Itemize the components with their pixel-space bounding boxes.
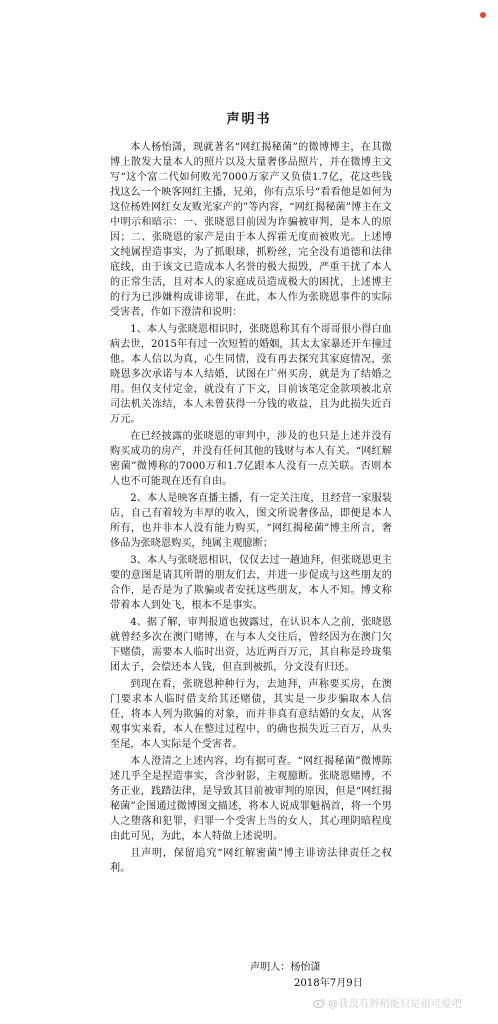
paragraph-point-4: 4、据了解，审判报道也披露过，在认识本人之前，张晓恩就曾经多次在澳门赌博，在与本人交往后，曾经因为在澳门欠下赌债，需要本人临时出资，达近两百万元，其自称是玲珑集团太子，会偿还本人钱，但直到被抓，分文没有归还。: [110, 617, 392, 673]
paragraph-summary: 到现在看，张晓恩种种行为，去迪拜，声称要买房，在澳门要求本人临时借支给其还赌债，其实是一步步骗取本人信任，将本人列为欺骗的对象，而并非真有意结婚的女友，从客观事实来看，本人在整过过程中，的确也损失近三百万，从头至尾，本人实际是个受害者。: [110, 679, 392, 750]
paragraph-point-1-cont: 在已经披露的张晓恩的审判中，涉及的也只是上述并没有购买成功的房产，并没有任何其他的钱财与本人有关。“网红解密菌”微博称的7000万和1.7亿跟本人没有一点关联。否则本人也不可能现在还有自由。: [110, 431, 392, 487]
paragraph-reservation: 且声明，保留追究“网红解密菌”博主诽谤法律责任之权利。: [110, 848, 392, 874]
paragraph-point-1: 1、本人与张晓恩相识时，张晓恩称其有个哥哥很小得白血病去世，2015年有过一次短暂的婚姻，其太太家暴还开车撞过他。本人信以为真，心生同情，没有再去探究其家庭情况，张晓恩多次承诺与本人结婚，试图在广州买房，就是为了结婚之用。但仅支付定金，就没有了下文，目前该笔定金款项被北京司法机关冻结，本人未曾获得一分钱的收益，且为此损失近百万元。: [110, 324, 392, 425]
watermark: [313, 995, 462, 1010]
paragraph-clarification: 本人澄清之上述内容，均有据可查。“网红揭秘菌”微博陈述几乎全是捏造事实，含沙射影，主观臆断。张晓恩赌博，不务正业，践踏法律，是导致其目前被审判的原因，但是“网红揭秘菌”企图通过微博图文描述，将本人说成罪魁祸首，将一个男人之堕落和犯罪，归罪一个受害上当的女人，其心理阴暗程度由此可见，为此，本人特做上述说明。: [110, 756, 392, 842]
paragraph-point-3: 3、本人与张晓恩相识，仅仅去过一趟迪拜，但张晓恩更主要的意图是请其所谓的朋友们去，并进一步促成与这些朋友的合作，是否是为了欺骗或者安抚这些朋友，本人不知。博文称带着本人到处飞，根本不是事实。: [110, 555, 392, 611]
statement-body: [110, 140, 392, 878]
signature-block: [250, 960, 410, 992]
weibo-icon: [313, 998, 325, 1008]
signature-date: 2018年7月9日: [294, 978, 363, 989]
paragraph-intro: 本人杨怡潇，现就著名“网红揭秘菌”的微博博主，在其微博上散发大量本人的照片以及大量奢侈品照片，并在微博主文写“这个富二代如何败光7000万家产又负债1.7亿，花这些钱找这么一个映客网红主播，兄弟，你有点乐号“看看他是如何为这位杨姓网红女友败光家产的”等内容，“网红揭秘菌”博主在文中明示和暗示：一、张晓恩目前因为诈骗被审判，是本人的原因；二、张晓恩的家产是由于本人挥霍无度而被败光。上述博文纯属捏造事实，为了抓眼球，抓粉丝，完全没有道德和法律底线，由于该文已造成本人名誉的极大损毁，严重干扰了本人的正常生活，且对本人的家庭成员造成极大的困扰，上述博主的行为已涉嫌构成诽谤罪，在此，本人作为张晓恩事件的实际受害者，作如下澄清和说明：: [110, 142, 392, 318]
notification-dot: [480, 12, 486, 18]
signature-name: 声明人：杨怡潇: [250, 962, 321, 973]
paragraph-point-2: 2、本人是映客直播主播，有一定关注度，且经营一家服装店，自己有着较为丰厚的收入，图文所说奢侈品，即便是本人所有，也并非本人没有能力购买，“网红揭秘菌”博主所言，奢侈品为张晓恩购买，纯属主观臆断；: [110, 493, 392, 549]
watermark-text: @我没有辫稍能只是很可爱吧: [328, 999, 462, 1010]
document-title: 声明书: [226, 112, 272, 127]
